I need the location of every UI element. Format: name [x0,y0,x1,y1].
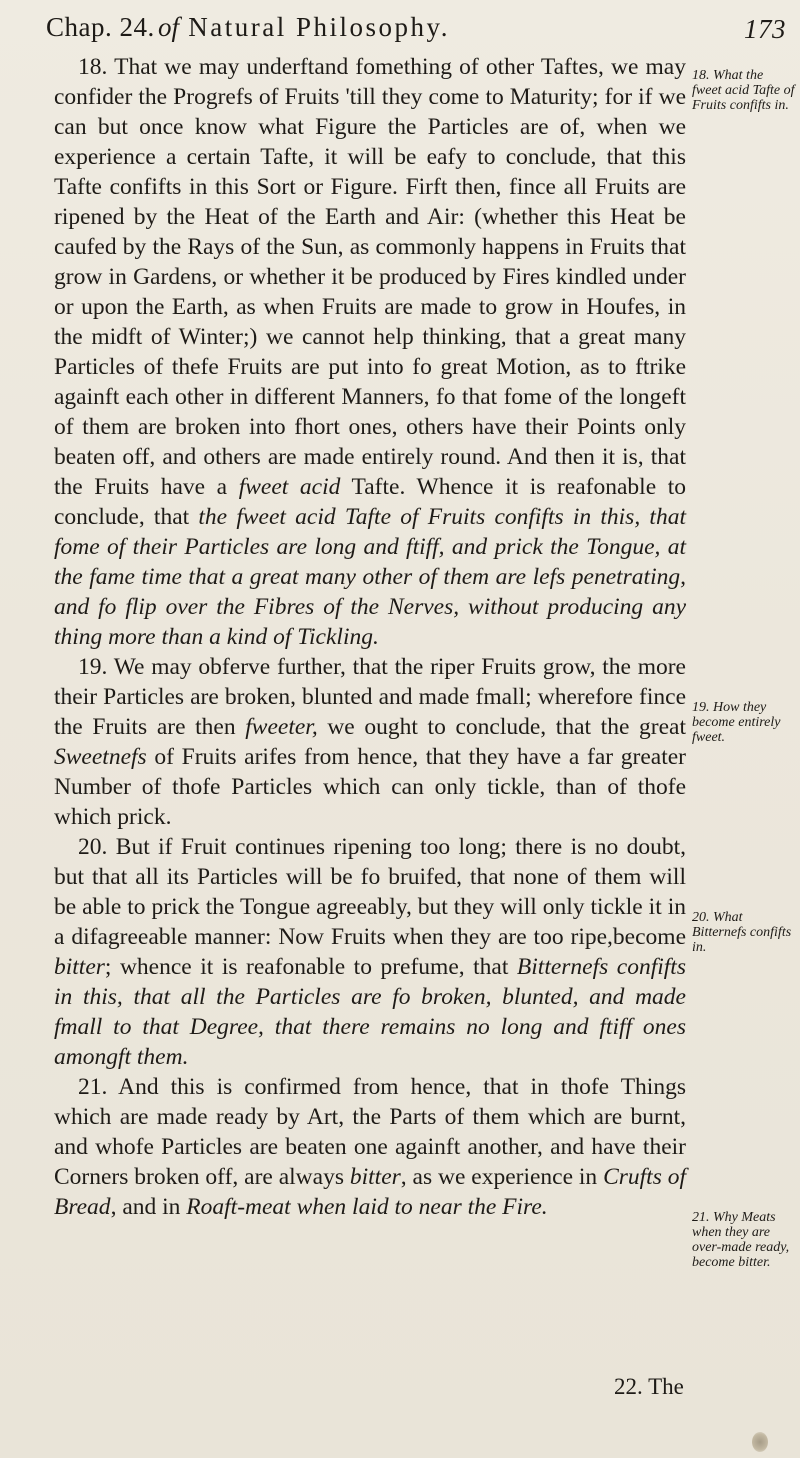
paragraph-18 [54,52,686,652]
text-run: 19. We may obferve further, that the riper Fruits grow, the more their Particles are broken, blunted and made fmall; wherefore fince the Fruits are then [54,654,686,740]
text-run: 21. And this is confirmed from hence, that in thofe Things which are made ready by Art, the Parts of them which are burnt, and whofe Particles are beaten one againft another, and have their Corners broken off, are always [54,1074,686,1190]
text-run: ; whence it is reafonable to prefume, that [104,954,517,980]
text-run: , and in [110,1194,187,1220]
running-title-text: Natural Philosophy. [188,12,450,42]
italic-run: fweeter, [245,714,318,740]
italic-run: bitter [54,954,105,980]
italic-run: fweet acid [238,474,341,500]
margin-note-18: 18. What the fweet acid Tafte of Fruits confifts in. [692,68,795,113]
running-title [158,12,450,43]
ink-stain [752,1432,768,1452]
text-run: , as we experience in [400,1164,604,1190]
catchword: 22. The [614,1374,684,1399]
margin-note-20: 20. What Bitternefs confifts in. [692,910,792,955]
italic-run: Crufts of Bread [54,1164,687,1220]
main-text [54,52,686,1222]
paragraph-19 [54,652,686,832]
page-number: 173 [744,14,786,44]
italic-run: Sweetnefs [54,744,147,770]
italic-run: the fweet acid Tafte of Fruits confifts in this, that fome of their Particles are long and ftiff, and prick the Tongue, at the fame time that a great many other of them are lefs penetrating, and fo flip over the Fibres of the Nerves, without producing any thing more than a kind of Tickling. [54,504,686,650]
paragraph-20 [54,832,686,1072]
italic-run: Bitternefs confifts in this, that all the Particles are fo broken, blunted, and made fmall to that Degree, that there remains no long and ftiff ones amongft them. [54,954,686,1070]
running-header [46,8,786,48]
paragraph-21 [54,1072,686,1222]
italic-run: bitter [349,1164,401,1190]
margin-note-21: 21. Why Meats when they are over-made ready, become bitter. [692,1210,790,1270]
italic-run: Roaft-meat when laid to near the Fire. [186,1194,548,1220]
running-title-prefix: of [158,12,180,42]
chapter-label: Chap. 24. [46,12,155,42]
text-run: 20. But if Fruit continues ripening too long; there is no doubt, but that all its Particles will be fo bruifed, that none of them will be able to prick the Tongue agreeably, but they will only tickle it in a difagreeable manner: Now Fruits when they are too ripe,become [54,834,686,950]
text-run: of Fruits arifes from hence, that they have a far greater Number of thofe Particles which can only tickle, than of thofe which prick. [54,744,686,830]
text-run: we ought to conclude, that the great [317,714,686,740]
margin-note-19: 19. How they become entirely fweet. [692,700,781,745]
text-run: Tafte. Whence it is reafonable to conclude, that [54,474,687,530]
text-run: 18. That we may underftand fomething of other Taftes, we may confider the Progrefs of Fruits 'till they come to Maturity; for if we can but once know what Figure the Particles are of, when we experience a certain Tafte, it will be eafy to conclude, that this Tafte confifts in this Sort or Figure. Firft then, fince all Fruits are ripened by the Heat of the Earth and Air: (whether this Heat be caufed by the Rays of the Sun, as commonly happens in Fruits that grow in Gardens, or whether it be produced by Fires kindled under or upon the Earth, as when Fruits are made to grow in Houfes, in the midft of Winter;) we cannot help thinking, that a great many Particles of thefe Fruits are put into fo great Motion, as to ftrike againft each other in different Manners, fo that fome of the longeft of them are broken into fhort ones, others have their Points only beaten off, and others are made entirely round. And then it is, that the Fruits have a [54,54,686,500]
